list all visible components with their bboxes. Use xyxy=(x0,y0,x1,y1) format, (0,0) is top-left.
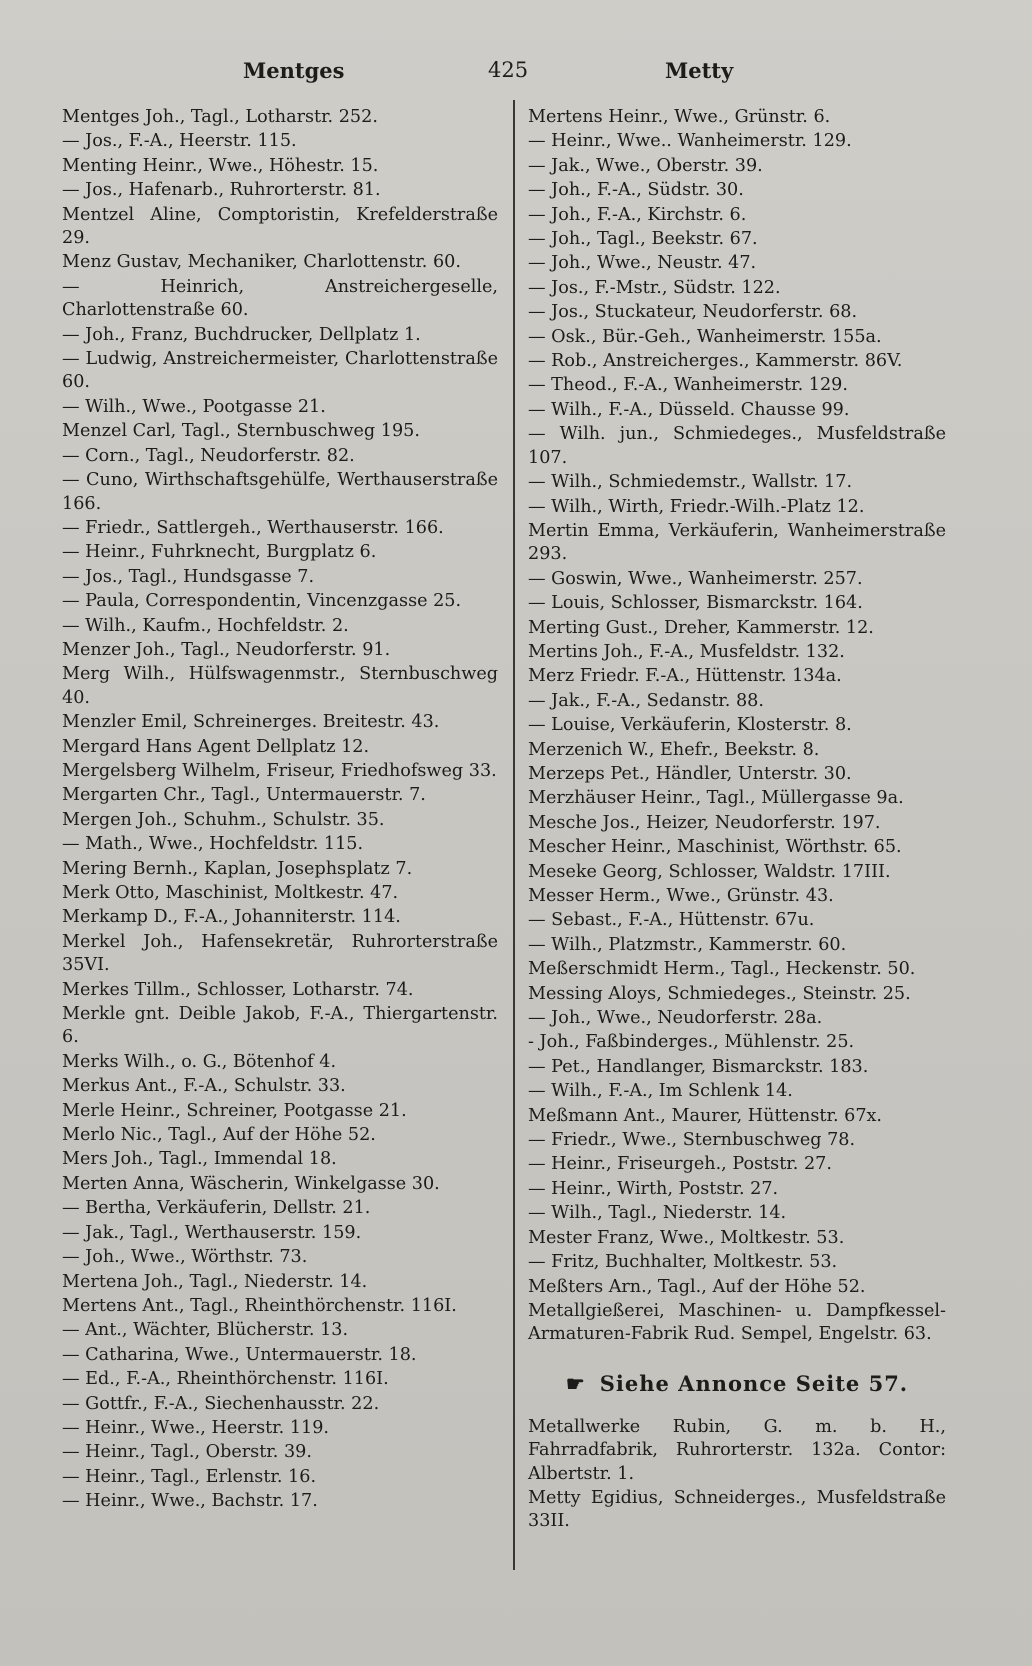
directory-entry: — Friedr., Wwe., Sternbuschweg 78. xyxy=(528,1130,856,1151)
directory-entry: — Louis, Schlosser, Bismarckstr. 164. xyxy=(528,593,863,614)
directory-entry: — Ant., Wächter, Blücherstr. 13. xyxy=(62,1320,349,1341)
directory-entry: Mergard Hans Agent Dellplatz 12. xyxy=(62,736,370,757)
directory-entry: Merks Wilh., o. G., Bötenhof 4. xyxy=(62,1051,337,1072)
directory-entry: — Theod., F.-A., Wanheimerstr. 129. xyxy=(528,375,848,396)
directory-entry: Metallgießerei, Maschinen- u. Dampfkessel-Armaturen-Fabrik Rud. Sempel, Engelstr. 63. xyxy=(528,1300,946,1345)
directory-entry: — Math., Wwe., Hochfeldstr. 115. xyxy=(62,834,364,855)
directory-entry: — Joh., Wwe., Neustr. 47. xyxy=(528,253,757,274)
directory-entry: Mester Franz, Wwe., Moltkestr. 53. xyxy=(528,1227,845,1248)
directory-entry: Merzhäuser Heinr., Tagl., Müllergasse 9a. xyxy=(528,788,904,809)
directory-entry: Mertens Heinr., Wwe., Grünstr. 6. xyxy=(528,107,831,127)
directory-entry: Mergen Joh., Schuhm., Schulstr. 35. xyxy=(62,809,385,830)
directory-entry: — Wilh. jun., Schmiedeges., Musfeldstraße 107. xyxy=(528,424,946,468)
directory-entry: Messing Aloys, Schmiedeges., Steinstr. 25. xyxy=(528,983,911,1004)
directory-entry: — Joh., F.-A., Kirchstr. 6. xyxy=(528,204,747,225)
directory-entry: — Wilh., Wirth, Friedr.-Wilh.-Platz 12. xyxy=(528,496,865,517)
notice-text: Siehe Annonce Seite 57. xyxy=(599,1370,909,1396)
directory-entry: — Heinr., Fuhrknecht, Burgplatz 6. xyxy=(62,542,377,563)
directory-entry: Mertins Joh., F.-A., Musfeldstr. 132. xyxy=(528,641,845,662)
directory-entry: Metty Egidius, Schneiderges., Musfeldstraße 33II. xyxy=(528,1487,946,1532)
directory-entry: Menzer Joh., Tagl., Neudorferstr. 91. xyxy=(62,639,391,660)
directory-entry: — Catharina, Wwe., Untermauerstr. 18. xyxy=(62,1344,417,1365)
right-entries xyxy=(528,106,946,1347)
directory-entry: Merkamp D., F.-A., Johanniterstr. 114. xyxy=(62,907,401,928)
directory-entry: — Wilh., F.-A., Im Schlenk 14. xyxy=(528,1081,793,1102)
directory-entry: — Ed., F.-A., Rheinthörchenstr. 116I. xyxy=(62,1369,389,1390)
directory-entry: — Wilh., Kaufm., Hochfeldstr. 2. xyxy=(62,615,349,636)
header-first-name: Mentges xyxy=(243,58,345,83)
directory-entry: Merkes Tillm., Schlosser, Lotharstr. 74. xyxy=(62,979,414,1000)
directory-entry: Mergelsberg Wilhelm, Friseur, Friedhofsweg 33. xyxy=(62,760,497,781)
directory-entry: Meßerschmidt Herm., Tagl., Heckenstr. 50. xyxy=(528,959,916,980)
right-entries-after xyxy=(528,1416,946,1534)
left-column xyxy=(62,106,498,1515)
directory-entry: Mescher Heinr., Maschinist, Wörthstr. 65. xyxy=(528,837,902,858)
directory-entry: Merzenich W., Ehefr., Beekstr. 8. xyxy=(528,739,820,760)
directory-entry: — Fritz, Buchhalter, Moltkestr. 53. xyxy=(528,1252,838,1273)
directory-entry: — Jos., F.-A., Heerstr. 115. xyxy=(62,131,297,152)
directory-entry: Meßmann Ant., Maurer, Hüttenstr. 67x. xyxy=(528,1105,883,1126)
directory-entry: Merk Otto, Maschinist, Moltkestr. 47. xyxy=(62,883,399,903)
directory-entry: — Jos., F.-Mstr., Südstr. 122. xyxy=(528,277,781,298)
directory-entry: Merkus Ant., F.-A., Schulstr. 33. xyxy=(62,1076,346,1097)
directory-entry: Merting Gust., Dreher, Kammerstr. 12. xyxy=(528,617,874,638)
directory-entry: — Heinr., Wwe., Bachstr. 17. xyxy=(62,1491,318,1512)
directory-entry: Menzel Carl, Tagl., Sternbuschweg 195. xyxy=(62,421,420,442)
directory-entry: — Jos., Tagl., Hundsgasse 7. xyxy=(62,566,315,587)
directory-entry: — Bertha, Verkäuferin, Dellstr. 21. xyxy=(62,1198,371,1219)
directory-entry: Merten Anna, Wäscherin, Winkelgasse 30. xyxy=(62,1173,440,1194)
directory-entry: Merzeps Pet., Händler, Unterstr. 30. xyxy=(528,763,852,784)
directory-entry: — Cuno, Wirthschaftsgehülfe, Werthauserstraße 166. xyxy=(62,470,498,514)
directory-entry: Merle Heinr., Schreiner, Pootgasse 21. xyxy=(62,1100,407,1121)
directory-entry: — Heinr., Tagl., Oberstr. 39. xyxy=(62,1442,312,1463)
directory-entry: — Wilh., F.-A., Düsseld. Chausse 99. xyxy=(528,399,850,420)
directory-entry: — Goswin, Wwe., Wanheimerstr. 257. xyxy=(528,568,863,589)
directory-entry: — Wilh., Platzmstr., Kammerstr. 60. xyxy=(528,934,847,955)
directory-entry: — Heinrich, Anstreichergeselle, Charlottenstraße 60. xyxy=(62,276,498,321)
directory-entry: — Heinr., Tagl., Erlenstr. 16. xyxy=(62,1466,317,1487)
directory-entry: — Osk., Bür.-Geh., Wanheimerstr. 155a. xyxy=(528,326,882,347)
directory-entry: Mentges Joh., Tagl., Lotharstr. 252. xyxy=(62,107,378,127)
directory-entry: Merg Wilh., Hülfswagenmstr., Sternbuschweg 40. xyxy=(62,664,498,708)
directory-entry: — Pet., Handlanger, Bismarckstr. 183. xyxy=(528,1056,869,1077)
directory-entry: Metallwerke Rubin, G. m. b. H., Fahrradfabrik, Ruhrorterstr. 132a. Contor: Albertstr. 1. xyxy=(528,1416,946,1484)
directory-entry: — Wilh., Wwe., Pootgasse 21. xyxy=(62,396,326,417)
pointing-hand-icon: ☛ xyxy=(565,1370,586,1396)
directory-entry: — Jak., F.-A., Sedanstr. 88. xyxy=(528,690,764,711)
directory-entry: Merkle gnt. Deible Jakob, F.-A., Thiergartenstr. 6. xyxy=(62,1004,498,1048)
directory-entry: — Louise, Verkäuferin, Klosterstr. 8. xyxy=(528,715,852,736)
directory-entry: — Sebast., F.-A., Hüttenstr. 67u. xyxy=(528,910,815,931)
directory-entry: — Heinr., Wirth, Poststr. 27. xyxy=(528,1178,779,1199)
directory-entry: — Jos., Hafenarb., Ruhrorterstr. 81. xyxy=(62,180,381,201)
directory-entry: Messer Herm., Wwe., Grünstr. 43. xyxy=(528,886,834,906)
page-header xyxy=(0,58,1032,98)
directory-entry: — Heinr., Wwe.. Wanheimerstr. 129. xyxy=(528,131,852,152)
directory-entry: Mesche Jos., Heizer, Neudorferstr. 197. xyxy=(528,812,881,833)
directory-entry: Mering Bernh., Kaplan, Josephsplatz 7. xyxy=(62,858,413,879)
directory-entry: Mertin Emma, Verkäuferin, Wanheimerstraße 293. xyxy=(528,520,946,565)
column-divider xyxy=(513,100,515,1570)
advertisement-notice xyxy=(528,1371,946,1396)
directory-entry: — Ludwig, Anstreichermeister, Charlottenstraße 60. xyxy=(62,349,498,393)
directory-entry: — Paula, Correspondentin, Vincenzgasse 25. xyxy=(62,591,462,612)
directory-entry: — Rob., Anstreicherges., Kammerstr. 86V. xyxy=(528,351,903,372)
header-last-name: Metty xyxy=(665,58,734,83)
directory-entry: Merkel Joh., Hafensekretär, Ruhrorterstraße 35VI. xyxy=(62,931,498,976)
directory-entry: Merz Friedr. F.-A., Hüttenstr. 134a. xyxy=(528,666,842,687)
directory-entry: Meseke Georg, Schlosser, Waldstr. 17III. xyxy=(528,861,891,882)
directory-entry: Mergarten Chr., Tagl., Untermauerstr. 7. xyxy=(62,785,426,806)
directory-entry: — Wilh., Tagl., Niederstr. 14. xyxy=(528,1203,787,1224)
directory-entry: — Jak., Wwe., Oberstr. 39. xyxy=(528,155,763,176)
directory-entry: — Heinr., Friseurgeh., Poststr. 27. xyxy=(528,1154,832,1175)
directory-entry: Mentzel Aline, Comptoristin, Krefelderstraße 29. xyxy=(62,204,498,249)
directory-entry: Mers Joh., Tagl., Immendal 18. xyxy=(62,1149,337,1170)
directory-entry: — Wilh., Schmiedemstr., Wallstr. 17. xyxy=(528,472,853,493)
directory-entry: — Joh., Tagl., Beekstr. 67. xyxy=(528,229,758,250)
directory-entry: — Jos., Stuckateur, Neudorferstr. 68. xyxy=(528,302,858,323)
directory-entry: — Heinr., Wwe., Heerstr. 119. xyxy=(62,1417,329,1438)
directory-entry: Meßters Arn., Tagl., Auf der Höhe 52. xyxy=(528,1276,866,1297)
directory-entry: — Joh., F.-A., Südstr. 30. xyxy=(528,180,744,201)
right-column xyxy=(528,106,946,1535)
directory-entry: — Joh., Wwe., Neudorferstr. 28a. xyxy=(528,1008,823,1029)
directory-entry: Mertens Ant., Tagl., Rheinthörchenstr. 116I. xyxy=(62,1295,457,1316)
directory-entry: Menting Heinr., Wwe., Höhestr. 15. xyxy=(62,155,379,176)
directory-entry: Mertena Joh., Tagl., Niederstr. 14. xyxy=(62,1271,368,1292)
directory-entry: — Friedr., Sattlergeh., Werthauserstr. 166. xyxy=(62,517,444,538)
directory-entry: Menz Gustav, Mechaniker, Charlottenstr. 60. xyxy=(62,252,461,273)
directory-entry: Menzler Emil, Schreinerges. Breitestr. 43. xyxy=(62,712,440,733)
directory-entry: - Joh., Faßbinderges., Mühlenstr. 25. xyxy=(528,1032,855,1053)
directory-entry: — Jak., Tagl., Werthauserstr. 159. xyxy=(62,1222,362,1243)
directory-entry: — Joh., Wwe., Wörthstr. 73. xyxy=(62,1247,308,1268)
directory-entry: — Corn., Tagl., Neudorferstr. 82. xyxy=(62,445,355,466)
directory-entry: Merlo Nic., Tagl., Auf der Höhe 52. xyxy=(62,1125,376,1146)
directory-entry: — Gottfr., F.-A., Siechenhausstr. 22. xyxy=(62,1393,380,1414)
page-number: 425 xyxy=(488,58,529,82)
directory-entry: — Joh., Franz, Buchdrucker, Dellplatz 1. xyxy=(62,324,421,345)
